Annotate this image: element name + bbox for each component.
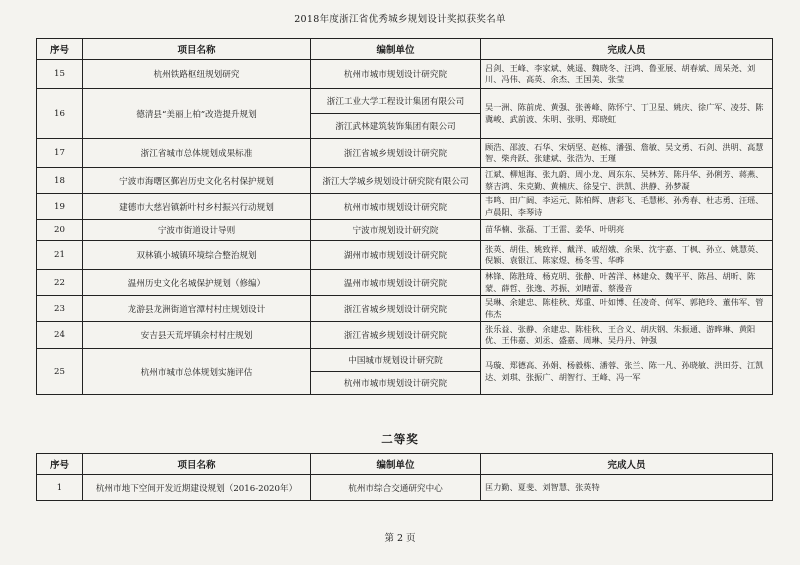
row-no: 24: [37, 322, 83, 349]
row-unit: 宁波市规划设计研究院: [311, 220, 481, 241]
row-project: 宁波市海曙区鄞岩历史文化名村保护规划: [83, 168, 311, 194]
column-header-members: 完成人员: [481, 454, 773, 475]
award-table-second: [36, 453, 773, 501]
row-members: 吴琳、余建忠、陈桂秋、郑重、叶如博、任凌奇、何军、郭艳玲、董伟军、管伟杰: [481, 296, 773, 322]
table-row: [37, 89, 773, 114]
column-header-no: 序号: [37, 454, 83, 475]
row-unit: 湖州市城市规划设计研究院: [311, 241, 481, 270]
row-project: 建德市大慈岩镇新叶村乡村振兴行动规划: [83, 194, 311, 220]
row-project: 温州历史文化名城保护规划（修编）: [83, 270, 311, 296]
row-members: 江斌、柳旭海、张九蔚、周小龙、周东东、吴林芳、陈丹华、孙俐芳、蒋燕、蔡吉鸿、朱克勤、黄楠庆、徐旻宁、洪凯、洪静、孙梦凝: [481, 168, 773, 194]
page-title: 2018年度浙江省优秀城乡规划设计奖拟获奖名单: [294, 14, 506, 25]
column-header-unit: 编制单位: [311, 454, 481, 475]
table-row: [37, 194, 773, 220]
row-unit: 杭州市综合交通研究中心: [311, 475, 481, 501]
table-row: [37, 322, 773, 349]
row-project: 安吉县天荒坪镇余村村庄规划: [83, 322, 311, 349]
row-unit: 中国城市规划设计研究院: [311, 349, 481, 372]
row-no: 21: [37, 241, 83, 270]
row-no: 23: [37, 296, 83, 322]
row-no: 16: [37, 89, 83, 139]
row-no: 20: [37, 220, 83, 241]
row-members: 顾浩、邵波、石华、宋炳坚、赵栋、潘强、詹敏、吴文勇、石剑、洪明、高慧智、柴舟跃、张建斌、张浩为、王瑾: [481, 139, 773, 168]
table-row: [37, 296, 773, 322]
table-row: [37, 241, 773, 270]
row-members: 吴一洲、陈前虎、黄强、张善峰、陈怀宁、丁卫星、姚庆、徐广军、凌芬、陈冀峻、武前波、朱明、张明、郑晓虹: [481, 89, 773, 139]
column-header-project: 项目名称: [83, 39, 311, 60]
section-title-second-prize: 二等奖: [381, 432, 419, 446]
row-members: 马璇、郑德高、孙娟、杨毅栋、潘蓉、张兰、陈一凡、孙晓敏、洪田芬、江凯达、刘琪、张振广、胡智行、王峰、冯一军: [481, 349, 773, 395]
row-unit: 温州市城市规划设计研究院: [311, 270, 481, 296]
award-table-first: [36, 38, 773, 395]
row-no: 1: [37, 475, 83, 501]
column-header-unit: 编制单位: [311, 39, 481, 60]
row-project: 浙江省城市总体规划成果标准: [83, 139, 311, 168]
column-header-no: 序号: [37, 39, 83, 60]
table-row: [37, 270, 773, 296]
row-members: 张英、胡佳、姚致祥、戴洋、戚绍娥、余果、沈宇嘉、丁枫、孙立、姚慧英、倪颖、袁银江、陈家煜、杨冬雪、华晔: [481, 241, 773, 270]
table-header-row: [37, 39, 773, 60]
row-unit: 浙江大学城乡规划设计研究院有限公司: [311, 168, 481, 194]
table-row: [37, 220, 773, 241]
row-unit-secondary: 浙江武林建筑装饰集团有限公司: [311, 114, 481, 139]
table-row: [37, 349, 773, 372]
row-unit: 浙江工业大学工程设计集团有限公司: [311, 89, 481, 114]
row-project: 龙游县龙洲街道官潭村村庄规划设计: [83, 296, 311, 322]
row-project: 杭州铁路枢纽规划研究: [83, 60, 311, 89]
row-unit: 杭州市城市规划设计研究院: [311, 194, 481, 220]
row-members: 林锋、陈胜琦、杨克明、张静、叶茜洋、林建众、魏平平、陈昌、胡昕、陈蒙、薛哲、张逸、苏振、刘晴蕾、蔡漫音: [481, 270, 773, 296]
row-no: 19: [37, 194, 83, 220]
table-header-row: [37, 454, 773, 475]
table-row: [37, 60, 773, 89]
row-no: 18: [37, 168, 83, 194]
table-row: [37, 139, 773, 168]
page-number: 第 2 页: [384, 533, 416, 544]
row-members: 吕剑、王峰、李家斌、姚遥、魏晓冬、汪鸿、鲁亚展、胡春斌、周呆尧、刘川、冯伟、高英、余杰、王国美、张莹: [481, 60, 773, 89]
row-no: 15: [37, 60, 83, 89]
row-project: 杭州市城市总体规划实施评估: [83, 349, 311, 395]
column-header-project: 项目名称: [83, 454, 311, 475]
row-project: 杭州市地下空间开发近期建设规划（2016-2020年）: [83, 475, 311, 501]
row-unit: 杭州市城市规划设计研究院: [311, 60, 481, 89]
row-no: 22: [37, 270, 83, 296]
row-unit-secondary: 杭州市城市规划设计研究院: [311, 372, 481, 395]
row-members: 苗华楠、张磊、丁王雷、姜华、叶明亮: [481, 220, 773, 241]
row-unit: 浙江省城乡规划设计研究院: [311, 296, 481, 322]
table-row: [37, 475, 773, 501]
row-members: 匡力勤、夏斐、刘智慧、张英特: [481, 475, 773, 501]
table-row: [37, 168, 773, 194]
row-project: 宁波市街道设计导则: [83, 220, 311, 241]
row-unit: 浙江省城乡规划设计研究院: [311, 322, 481, 349]
row-project: 德清县“美丽上柏”改造提升规划: [83, 89, 311, 139]
column-header-members: 完成人员: [481, 39, 773, 60]
row-unit: 浙江省城乡规划设计研究院: [311, 139, 481, 168]
row-members: 韦鸣、田广阔、李运元、陈柏辉、唐彩飞、毛慧彬、孙秀春、杜志勇、汪瑶、卢晨阳、李琴诗: [481, 194, 773, 220]
row-no: 25: [37, 349, 83, 395]
row-members: 张乐益、张静、余建忠、陈桂秋、王合义、胡庆钢、朱振通、游晔琳、黄阳优、王伟嘉、刘丞、盛嘉、周琳、吴丹丹、钟强: [481, 322, 773, 349]
row-project: 双林镇小城镇环境综合整治规划: [83, 241, 311, 270]
row-no: 17: [37, 139, 83, 168]
